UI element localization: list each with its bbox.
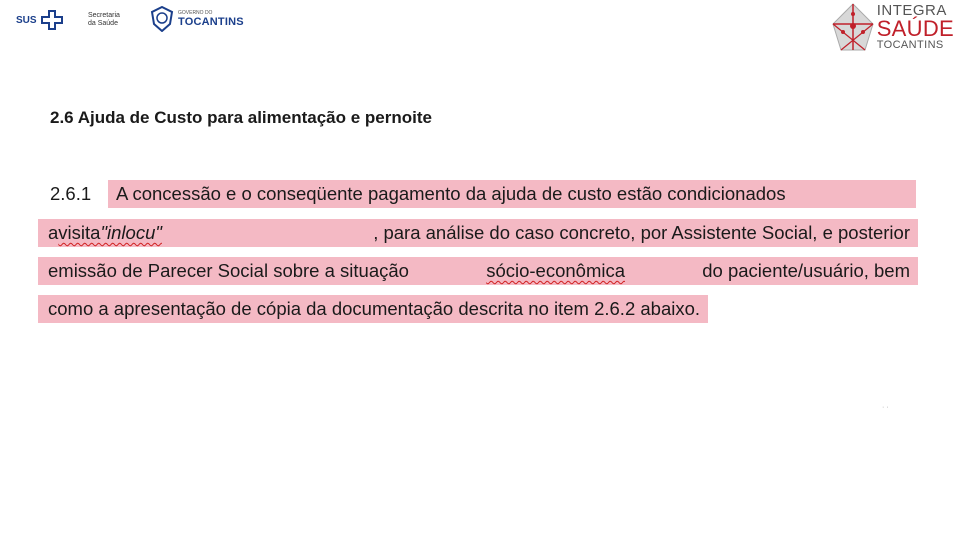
- sus-cross-icon: [41, 10, 63, 30]
- line-2-e: , para análise do caso concreto, por Assistente Social, e posterior: [373, 222, 910, 243]
- paragraph-line-4: [38, 295, 708, 323]
- line-3-a: emissão de Parecer Social sobre a situação: [48, 260, 409, 281]
- paragraph-number: 2.6.1: [50, 183, 92, 204]
- tocantins-crest-icon: [150, 6, 174, 32]
- integra-saude-logo: [831, 2, 954, 52]
- line-1-text: A concessão e o conseqüente pagamento da ajuda de custo estão condicionados: [108, 180, 916, 208]
- stray-marks: · ·: [882, 404, 889, 411]
- line-2-a: a: [48, 222, 59, 243]
- integra-network-icon: [831, 2, 875, 52]
- secretaria-line-1: Secretaria: [88, 12, 120, 19]
- sus-logo-text: SUS: [16, 14, 37, 26]
- paragraph-line-1: [38, 180, 916, 208]
- tocantins-gov-text: GOVERNO DO: [178, 10, 213, 16]
- paragraph-line-3: [38, 257, 918, 285]
- section-heading: 2.6 Ajuda de Custo para alimentação e pernoite: [50, 108, 432, 127]
- tocantins-word: TOCANTINS: [876, 39, 944, 51]
- saude-word: SAÚDE: [876, 16, 954, 41]
- integra-word: INTEGRA: [876, 2, 947, 19]
- sus-logo: [16, 10, 63, 30]
- line-3-c: do paciente/usuário, bem: [702, 260, 910, 281]
- secretaria-logo: [88, 12, 120, 28]
- tocantins-name: TOCANTINS: [178, 16, 244, 28]
- paragraph-line-2: [38, 219, 918, 247]
- tocantins-logo: [150, 6, 244, 32]
- line-2-b: visita: [58, 222, 101, 243]
- line-4-text: como a apresentação de cópia da documentação descrita no item 2.6.2 abaixo.: [38, 295, 708, 323]
- line-3-b: sócio-econômica: [486, 260, 626, 281]
- secretaria-line-2: da Saúde: [88, 20, 118, 27]
- line-2-d: locu": [121, 222, 162, 243]
- line-2-c: "in: [100, 222, 122, 243]
